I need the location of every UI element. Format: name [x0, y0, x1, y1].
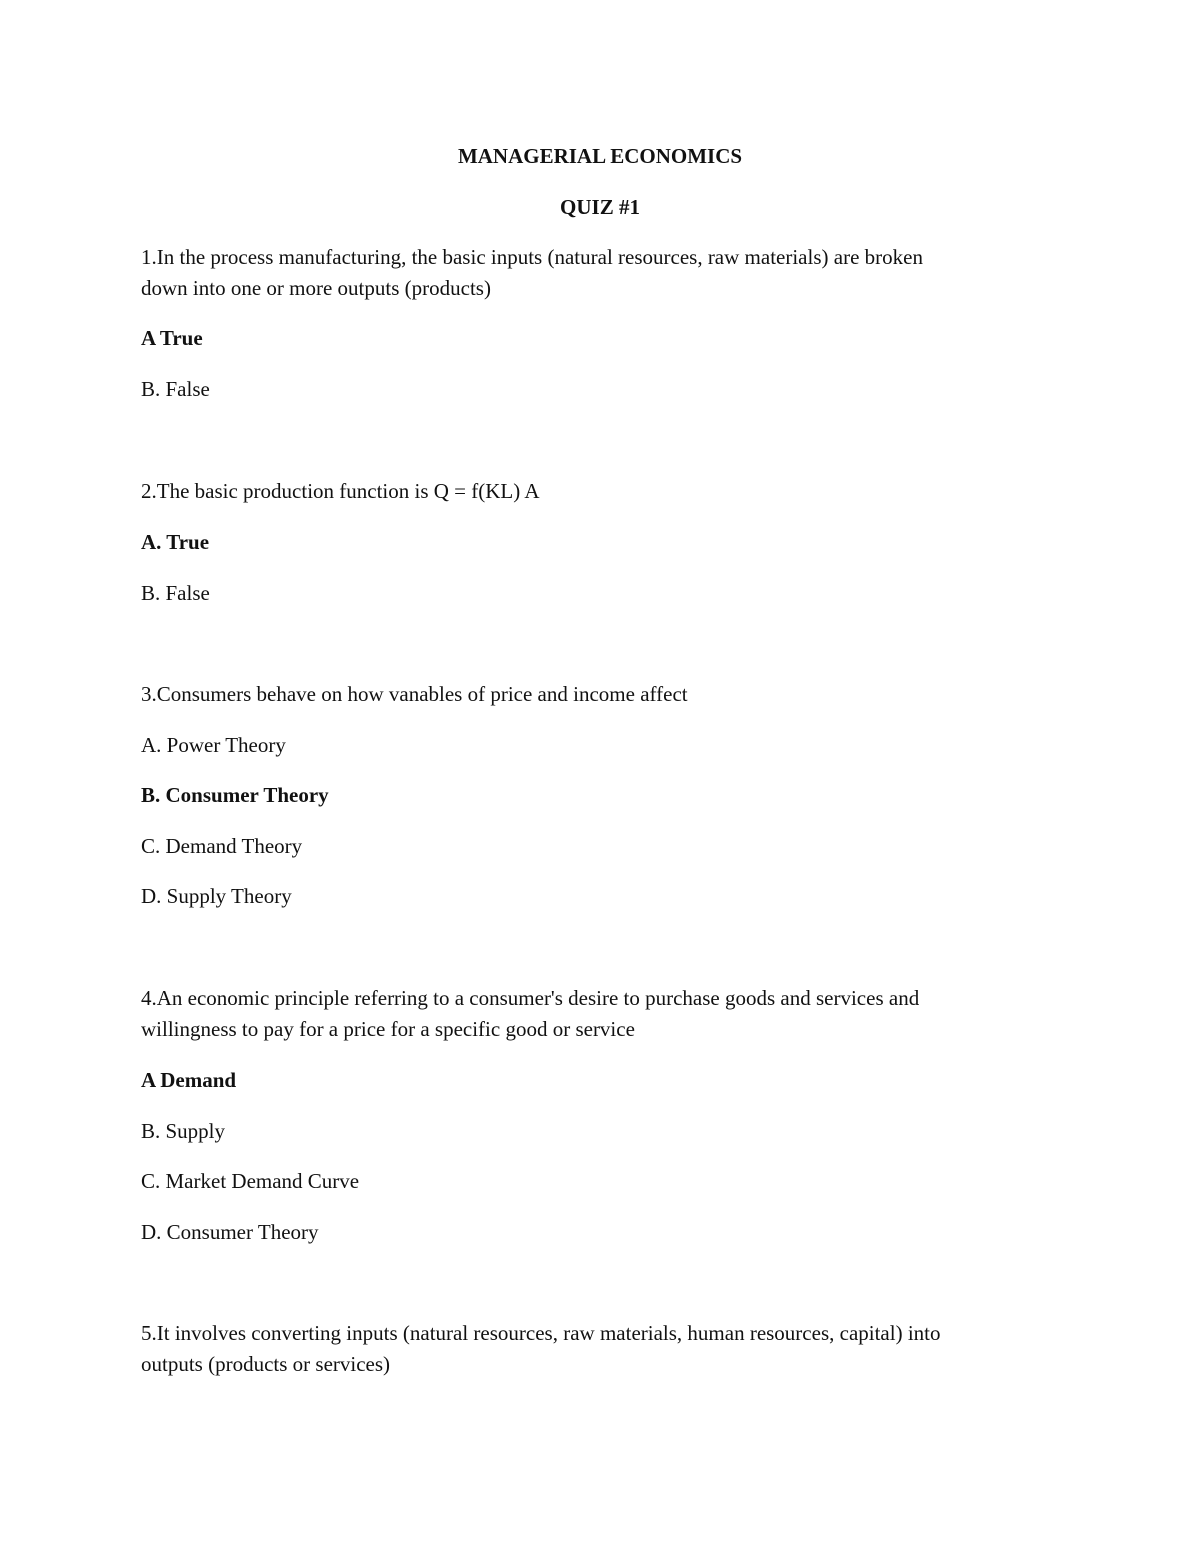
question-1-text-line-1: 1.In the process manufacturing, the basic inputs (natural resources, raw materials) are broken — [141, 245, 923, 269]
question-1-option-b: B. False — [141, 377, 210, 401]
question-4-option-b: B. Supply — [141, 1119, 226, 1143]
question-2-option-a: A. True — [141, 530, 210, 554]
question-4-option-a: A Demand — [141, 1068, 237, 1092]
question-1-text-line-2: down into one or more outputs (products) — [141, 276, 491, 300]
question-2-text-line-1: 2.The basic production function is Q = f(KL) A — [141, 479, 540, 503]
question-3-text-line-1: 3.Consumers behave on how vanables of price and income affect — [141, 682, 688, 706]
question-3-option-c: C. Demand Theory — [141, 834, 303, 858]
question-3-option-d: D. Supply Theory — [141, 884, 292, 908]
question-5-text-line-2: outputs (products or services) — [141, 1352, 391, 1376]
question-2-option-b: B. False — [141, 581, 210, 605]
question-4-option-d: D. Consumer Theory — [141, 1220, 319, 1244]
question-4-text-line-2: willingness to pay for a price for a specific good or service — [141, 1017, 635, 1041]
question-4-option-c: C. Market Demand Curve — [141, 1169, 360, 1193]
question-3-option-a: A. Power Theory — [141, 733, 286, 757]
question-1-option-a: A True — [141, 326, 203, 350]
question-3-option-b: B. Consumer Theory — [141, 783, 329, 807]
question-4-text-line-1: 4.An economic principle referring to a consumer's desire to purchase goods and services and — [141, 986, 920, 1010]
quiz-subtitle: QUIZ #1 — [560, 195, 640, 219]
document-title: MANAGERIAL ECONOMICS — [457, 144, 743, 168]
question-5-text-line-1: 5.It involves converting inputs (natural resources, raw materials, human resources, capital) into — [141, 1321, 941, 1345]
